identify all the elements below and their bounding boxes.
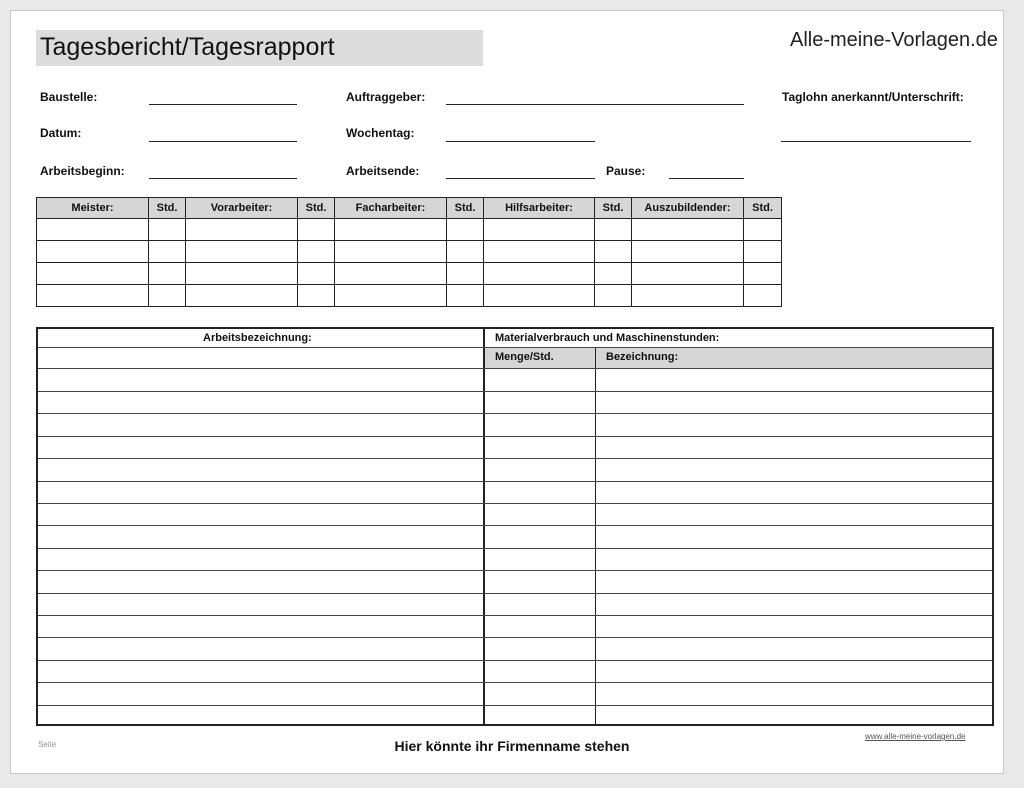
- table-cell[interactable]: [447, 219, 484, 241]
- std-header: Std.: [298, 198, 335, 219]
- column-divider: [595, 348, 596, 724]
- table-cell[interactable]: [447, 285, 484, 307]
- table-cell[interactable]: [335, 219, 447, 241]
- table-row: [37, 219, 782, 241]
- table-cell[interactable]: [37, 241, 149, 263]
- table-cell[interactable]: [37, 219, 149, 241]
- table-cell[interactable]: [149, 285, 186, 307]
- table-cell[interactable]: [186, 219, 298, 241]
- table-cell[interactable]: [447, 263, 484, 285]
- wochentag-label: Wochentag:: [346, 126, 415, 140]
- table-cell[interactable]: [149, 241, 186, 263]
- std-header: Std.: [744, 198, 782, 219]
- work-material-table: [36, 327, 994, 726]
- meister-header: Meister:: [37, 198, 149, 219]
- table-cell[interactable]: [335, 263, 447, 285]
- table-row[interactable]: [38, 391, 992, 392]
- table-cell[interactable]: [595, 285, 632, 307]
- table-cell[interactable]: [37, 285, 149, 307]
- table-cell[interactable]: [149, 263, 186, 285]
- table-cell[interactable]: [595, 241, 632, 263]
- arbeitsbezeichnung-header: Arbeitsbezeichnung:: [203, 332, 312, 344]
- table-cell[interactable]: [632, 241, 744, 263]
- brand-logo-text: Alle-meine-Vorlagen.de: [790, 29, 998, 51]
- table-row[interactable]: [38, 548, 992, 549]
- bezeichnung-header: Bezeichnung:: [606, 351, 679, 363]
- table-cell[interactable]: [744, 285, 782, 307]
- table-row: [37, 241, 782, 263]
- staff-header-row: [37, 198, 782, 219]
- table-row[interactable]: [38, 436, 992, 437]
- table-row[interactable]: [38, 503, 992, 504]
- table-cell[interactable]: [298, 219, 335, 241]
- table-row: [37, 263, 782, 285]
- table-row: [37, 285, 782, 307]
- table-row[interactable]: [38, 682, 992, 683]
- unterschrift-field[interactable]: [781, 141, 971, 142]
- material-subheader-bg: [484, 348, 992, 368]
- vorarbeiter-header: Vorarbeiter:: [186, 198, 298, 219]
- table-row[interactable]: [38, 413, 992, 414]
- table-cell[interactable]: [595, 219, 632, 241]
- table-row[interactable]: [38, 660, 992, 661]
- auszubildender-header: Auszubildender:: [632, 198, 744, 219]
- table-cell[interactable]: [744, 219, 782, 241]
- table-cell[interactable]: [484, 263, 595, 285]
- baustelle-label: Baustelle:: [40, 90, 98, 104]
- arbeitsbeginn-field[interactable]: [149, 178, 297, 179]
- table-cell[interactable]: [298, 241, 335, 263]
- document-title: Tagesbericht/Tagesrapport: [40, 33, 335, 61]
- arbeitsbeginn-label: Arbeitsbeginn:: [40, 164, 125, 178]
- table-row[interactable]: [38, 615, 992, 616]
- staff-table: [36, 197, 782, 307]
- std-header: Std.: [149, 198, 186, 219]
- table-cell[interactable]: [632, 219, 744, 241]
- table-cell[interactable]: [186, 263, 298, 285]
- table-cell[interactable]: [632, 263, 744, 285]
- table-cell[interactable]: [484, 219, 595, 241]
- table-cell[interactable]: [335, 285, 447, 307]
- table-cell[interactable]: [744, 263, 782, 285]
- website-link[interactable]: www.alle-meine-vorlagen.de: [865, 732, 966, 741]
- arbeitsende-field[interactable]: [446, 178, 595, 179]
- table-row[interactable]: [38, 637, 992, 638]
- table-cell[interactable]: [186, 241, 298, 263]
- table-cell[interactable]: [335, 241, 447, 263]
- table-row[interactable]: [38, 593, 992, 594]
- table-cell[interactable]: [298, 263, 335, 285]
- table-row[interactable]: [38, 705, 992, 706]
- table-row[interactable]: [38, 525, 992, 526]
- table-cell[interactable]: [484, 241, 595, 263]
- table-cell[interactable]: [447, 241, 484, 263]
- table-row[interactable]: [38, 458, 992, 459]
- table-cell[interactable]: [632, 285, 744, 307]
- menge-header: Menge/Std.: [495, 351, 554, 363]
- table-cell[interactable]: [595, 263, 632, 285]
- arbeitsende-label: Arbeitsende:: [346, 164, 420, 178]
- table-cell[interactable]: [298, 285, 335, 307]
- table-cell[interactable]: [484, 285, 595, 307]
- taglohn-label: Taglohn anerkannt/Unterschrift:: [782, 90, 964, 104]
- facharbeiter-header: Facharbeiter:: [335, 198, 447, 219]
- datum-field[interactable]: [149, 141, 297, 142]
- pause-field[interactable]: [669, 178, 744, 179]
- pause-label: Pause:: [606, 164, 646, 178]
- column-divider: [483, 329, 485, 724]
- table-cell[interactable]: [186, 285, 298, 307]
- table-cell[interactable]: [37, 263, 149, 285]
- std-header: Std.: [447, 198, 484, 219]
- table-row[interactable]: [38, 570, 992, 571]
- table-cell[interactable]: [744, 241, 782, 263]
- hilfsarbeiter-header: Hilfsarbeiter:: [484, 198, 595, 219]
- company-name-placeholder: Hier könnte ihr Firmenname stehen: [394, 738, 630, 754]
- wochentag-field[interactable]: [446, 141, 595, 142]
- baustelle-field[interactable]: [149, 104, 297, 105]
- page-label: Seite: [38, 740, 57, 749]
- datum-label: Datum:: [40, 126, 82, 140]
- auftraggeber-field[interactable]: [446, 104, 744, 105]
- table-row[interactable]: [38, 347, 992, 348]
- material-header: Materialverbrauch und Maschinenstunden:: [495, 332, 720, 344]
- table-row[interactable]: [38, 368, 992, 369]
- auftraggeber-label: Auftraggeber:: [346, 90, 426, 104]
- table-cell[interactable]: [149, 219, 186, 241]
- table-row[interactable]: [38, 481, 992, 482]
- std-header: Std.: [595, 198, 632, 219]
